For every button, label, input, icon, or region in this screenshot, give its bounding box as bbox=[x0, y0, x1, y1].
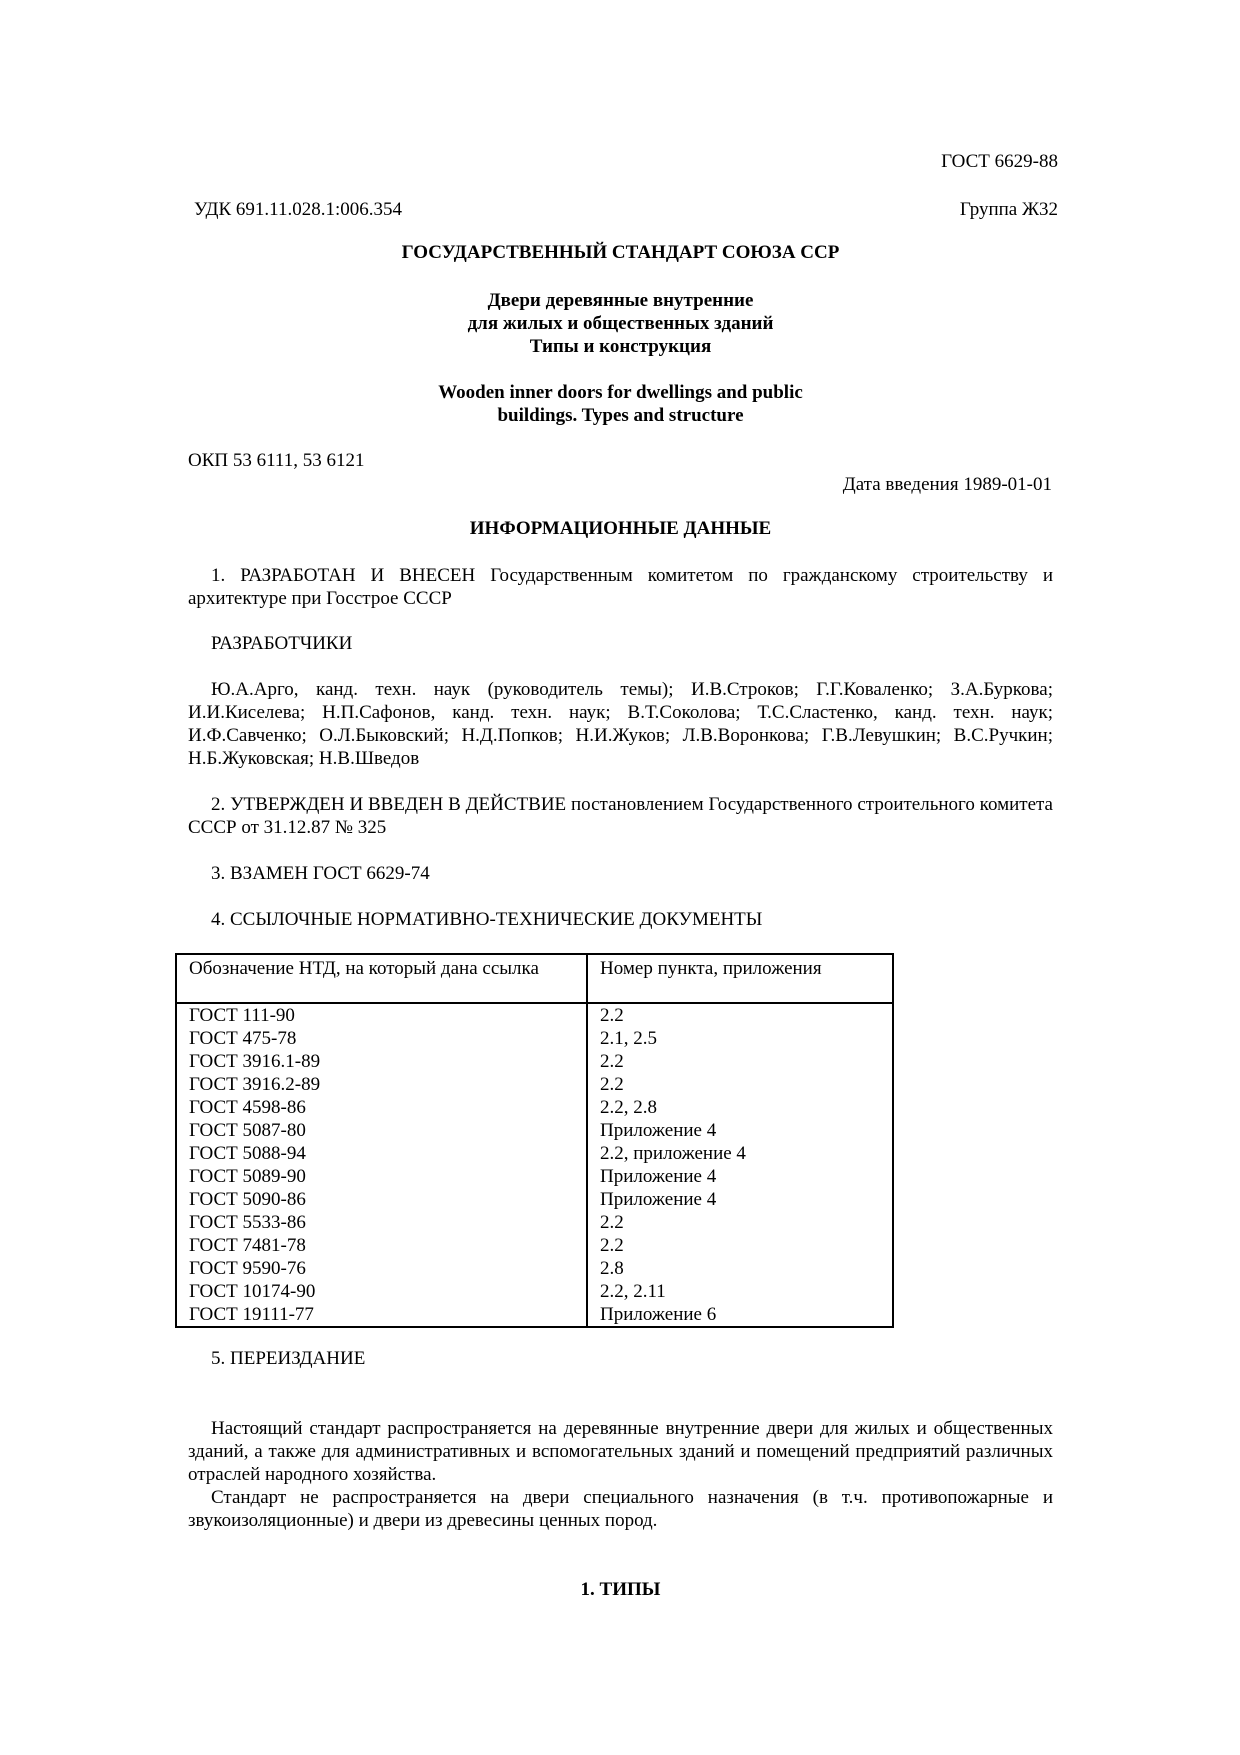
table-row bbox=[176, 1073, 893, 1096]
table-row bbox=[176, 1142, 893, 1165]
reference-table bbox=[175, 953, 894, 1328]
document-code: ГОСТ 6629-88 bbox=[941, 151, 1058, 172]
clause-cell: Приложение 4 bbox=[600, 1189, 717, 1210]
document-cell: ГОСТ 111-90 bbox=[176, 1003, 587, 1027]
okp-code: ОКП 53 6111, 53 6121 bbox=[188, 450, 365, 471]
clause-cell: 2.2, 2.11 bbox=[600, 1281, 666, 1302]
clause-cell: Приложение 4 bbox=[600, 1120, 717, 1141]
table-header-row bbox=[176, 954, 893, 1003]
table-row bbox=[176, 1027, 893, 1050]
document-cell: ГОСТ 5533-86 bbox=[176, 1211, 587, 1234]
document-cell: ГОСТ 5088-94 bbox=[176, 1142, 587, 1165]
info-item-developed: 1. РАЗРАБОТАН И ВНЕСЕН Государственным комитетом по гражданскому строительству и архитектуре при Госстрое СССР bbox=[188, 565, 1053, 609]
group-code: Группа Ж32 bbox=[959, 199, 1058, 220]
info-item-references: 4. ССЫЛОЧНЫЕ НОРМАТИВНО-ТЕХНИЧЕСКИЕ ДОКУМЕНТЫ bbox=[211, 909, 763, 930]
document-cell: ГОСТ 5089-90 bbox=[176, 1165, 587, 1188]
document-cell: ГОСТ 7481-78 bbox=[176, 1234, 587, 1257]
document-cell: ГОСТ 10174-90 bbox=[176, 1280, 587, 1303]
clause-cell: 2.2 bbox=[600, 1051, 624, 1072]
clause-cell: 2.2 bbox=[600, 1074, 624, 1095]
table-row bbox=[176, 1257, 893, 1280]
document-cell: ГОСТ 4598-86 bbox=[176, 1096, 587, 1119]
developers-list: Ю.А.Арго, канд. техн. наук (руководитель темы); И.В.Строков; Г.Г.Коваленко; З.А.Буркова; И.И.Киселева; Н.П.Сафонов, канд. техн. наук; В.Т.Соколова; Т.С.Сластенко, канд. техн. наук; И.Ф.Савченко; О.Л.Быковский; Н.Д.Попков; Н.И.Жуков; Л.В.Воронкова; Г.В.Левушкин; В.С.Ручкин; Н.Б.Жуковская; Н.В.Шведов bbox=[188, 679, 1053, 769]
info-item-replaces: 3. ВЗАМЕН ГОСТ 6629-74 bbox=[211, 863, 430, 884]
russian-title-line: Двери деревянные внутренние bbox=[487, 290, 754, 311]
russian-title-line: для жилых и общественных зданий bbox=[467, 313, 774, 334]
table-row bbox=[176, 1280, 893, 1303]
table-row bbox=[176, 1096, 893, 1119]
column-header-clause: Номер пункта, приложения bbox=[587, 954, 893, 1003]
document-cell: ГОСТ 9590-76 bbox=[176, 1257, 587, 1280]
russian-title bbox=[188, 289, 1053, 358]
section-heading: 1. ТИПЫ bbox=[580, 1579, 661, 1600]
info-heading: ИНФОРМАЦИОННЫЕ ДАННЫЕ bbox=[469, 518, 772, 539]
document-cell: ГОСТ 5087-80 bbox=[176, 1119, 587, 1142]
document-cell: ГОСТ 19111-77 bbox=[176, 1303, 587, 1327]
table-row bbox=[176, 1119, 893, 1142]
clause-cell: 2.2, приложение 4 bbox=[600, 1143, 746, 1164]
info-item-reissue: 5. ПЕРЕИЗДАНИЕ bbox=[211, 1348, 366, 1369]
udk-code: УДК 691.11.028.1:006.354 bbox=[194, 199, 402, 220]
clause-cell: 2.8 bbox=[600, 1258, 624, 1279]
russian-title-line: Типы и конструкция bbox=[529, 336, 712, 357]
document-cell: ГОСТ 3916.2-89 bbox=[176, 1073, 587, 1096]
english-title-line: Wooden inner doors for dwellings and public bbox=[438, 382, 803, 403]
table-row bbox=[176, 1165, 893, 1188]
table-body bbox=[176, 1003, 893, 1327]
info-item-approved: 2. УТВЕРЖДЕН И ВВЕДЕН В ДЕЙСТВИЕ постановлением Государственного строительного комитета СССР от 31.12.87 № 325 bbox=[188, 794, 1053, 838]
effective-date: Дата введения 1989-01-01 bbox=[842, 474, 1052, 495]
table-row bbox=[176, 1188, 893, 1211]
clause-cell: Приложение 4 bbox=[600, 1166, 717, 1187]
clause-cell: 2.1, 2.5 bbox=[600, 1028, 657, 1049]
document-cell: ГОСТ 5090-86 bbox=[176, 1188, 587, 1211]
column-header-document: Обозначение НТД, на который дана ссылка bbox=[176, 954, 587, 1003]
table-row bbox=[176, 1303, 893, 1327]
english-title bbox=[188, 381, 1053, 427]
table-row bbox=[176, 1003, 893, 1027]
clause-cell: Приложение 6 bbox=[600, 1304, 717, 1325]
english-title-line: buildings. Types and structure bbox=[497, 405, 744, 426]
clause-cell: 2.2 bbox=[600, 1005, 624, 1026]
standard-title: ГОСУДАРСТВЕННЫЙ СТАНДАРТ СОЮЗА ССР bbox=[401, 242, 840, 263]
table-row bbox=[176, 1211, 893, 1234]
scope-paragraph: Настоящий стандарт распространяется на деревянные внутренние двери для жилых и общественных зданий, а также для административных и вспомогательных зданий и помещений предприятий различных отраслей народного хозяйства. bbox=[188, 1418, 1053, 1485]
table-row bbox=[176, 1234, 893, 1257]
clause-cell: 2.2 bbox=[600, 1212, 624, 1233]
scope-exclusion-paragraph: Стандарт не распространяется на двери специального назначения (в т.ч. противопожарные и звукоизоляционные) и двери из древесины ценных пород. bbox=[188, 1487, 1053, 1531]
clause-cell: 2.2 bbox=[600, 1235, 624, 1256]
document-cell: ГОСТ 3916.1-89 bbox=[176, 1050, 587, 1073]
table-row bbox=[176, 1050, 893, 1073]
clause-cell: 2.2, 2.8 bbox=[600, 1097, 657, 1118]
developers-label: РАЗРАБОТЧИКИ bbox=[211, 633, 353, 654]
document-cell: ГОСТ 475-78 bbox=[176, 1027, 587, 1050]
